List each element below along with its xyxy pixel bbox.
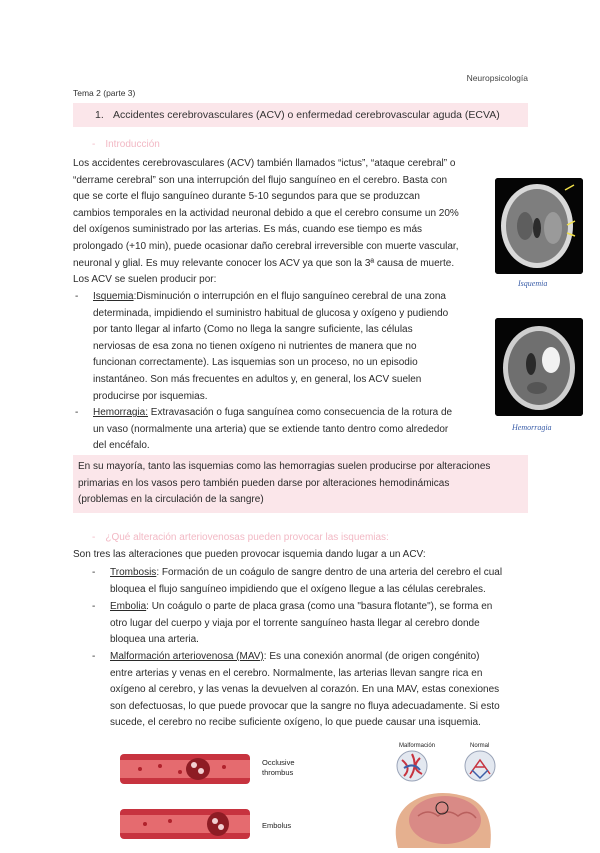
- ct-caption-hemorragia: Hemorragia: [512, 423, 552, 432]
- alteration-trombosis: - Trombosis: Formación de un coágulo de sangre dentro de una arteria del cerebro el cual bloquea el flujo sanguíneo impidiendo que el oxígeno llegue a las células cerebrales.: [92, 567, 503, 595]
- ct-scan-isquemia: [495, 178, 583, 274]
- thrombus-label: Occlusive thrombus: [262, 758, 295, 777]
- thrombus-illustration: [120, 752, 250, 786]
- alteration-embolia: - Embolia: Un coágulo o parte de placa grasa (como una "basura flotante"), se forma en otro lugar del cuerpo y viaja por el torrente sanguíneo hasta llegar al cerebro donde bloquea una arteria.: [92, 601, 493, 646]
- topic-subtitle: Tema 2 (parte 3): [73, 88, 136, 98]
- alterations-heading: - ¿Qué alteración arteriovenosas pueden provocar las isquemias:: [92, 532, 389, 543]
- normal-label: Normal: [470, 743, 490, 749]
- alteration-mav: - Malformación arteriovenosa (MAV): Es una conexión anormal (de origen congénito) entre arterias y venas en el cerebro. Normalmente, las arterias llevan sangre rica en oxígeno al cerebro, y las venas la devuelven al corazón. En una MAV, estas conexiones son defectuosas, lo que puede provocar que la sangre no fluya adecuadamente. Si esto sucede, el cerebro no recibe suficiente oxígeno, lo que puede causar una isquemia.: [92, 651, 500, 729]
- ct-scan-hemorragia: [495, 318, 583, 416]
- alterations-intro: Son tres las alteraciones que pueden provocar isquemia dando lugar a un ACV:: [73, 549, 426, 560]
- ct-caption-isquemia: Isquemia: [518, 279, 548, 288]
- mav-label: Malformación: [399, 743, 436, 749]
- note-box: En su mayoría, tanto las isquemias como las hemorragias suelen producirse por alteraciones primarias en los vasos pero también pueden darse por alteraciones hemodinámicas (problemas en la circulación de la sangre): [73, 455, 528, 513]
- course-header: Neuropsicología: [466, 73, 528, 83]
- embolus-label: Embolus: [262, 821, 292, 830]
- intro-paragraph: Los accidentes cerebrovasculares (ACV) también llamados “ictus”, “ataque cerebral” o “derrame cerebral” son una interrupción del flujo sanguíneo en el cerebro. Basta con que se corte el flujo sanguíneo durante 5-10 segundos para que se produzcan cambios temporales en la actividad neuronal debido a que el cerebro consume un 20% del oxígenos suministrado por las arterias. Es más, cuando ese tiempo es más prolongado (+10 min), puede ocasionar daño cerebral irreversible con muerte vascular, neuronal y glial. Es muy relevante conocer los ACV ya que son la 3ª causa de muerte. Los ACV se suelen producir por:: [73, 158, 459, 286]
- section-title-box: [73, 103, 528, 127]
- mav-brain-illustration: [390, 748, 500, 848]
- embolus-illustration: [120, 805, 250, 843]
- section-title: Accidentes cerebrovasculares (ACV) o enfermedad cerebrovascular aguda (ECVA): [113, 109, 500, 121]
- cause-hemorragia: - Hemorragia: Extravasación o fuga sanguínea como consecuencia de la rotura de un vaso (normalmente una arteria) que se extiende tanto dentro como alrededor del encéfalo.: [75, 407, 453, 452]
- section-number: 1.: [95, 109, 104, 121]
- cause-isquemia: - Isquemia:Disminución o interrupción en el flujo sanguíneo cerebral de una zona determinada, impidiendo el suministro habitual de glucosa y oxígeno y pudiendo por tanto llegar al infarto (Como no llega la sangre suficiente, las células nerviosas de esa zona no tienen oxígeno ni nutrientes de manera que no funcionan correctamente). Las isquemias son un proceso, no un episodio instantáneo. Son más frecuentes en adultos y, en general, los ACV suelen producirse por isquemias.: [75, 291, 449, 402]
- intro-heading: - Introducción: [92, 139, 160, 150]
